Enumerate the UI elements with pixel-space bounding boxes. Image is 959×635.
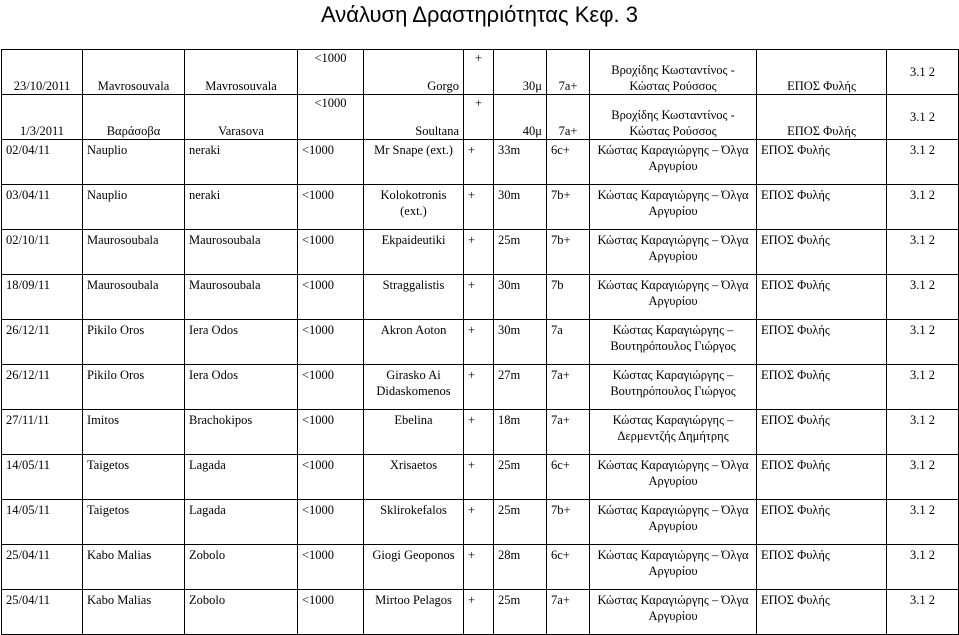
cell-climbers: Κώστας Καραγιώργης – Δερμεντζής Δημήτρης	[590, 410, 757, 455]
page-title: Ανάλυση Δραστηριότητας Κεφ. 3	[321, 2, 638, 27]
cell-length: 30m	[494, 185, 547, 230]
cell-club: ΕΠΟΣ Φυλής	[757, 590, 887, 635]
cell-grade: 7a+	[547, 95, 590, 140]
cell-route: Mr Snape (ext.)	[364, 140, 464, 185]
cell-date: 14/05/11	[2, 500, 83, 545]
cell-area: Maurosoubala	[83, 275, 185, 320]
cell-altitude: <1000	[298, 365, 364, 410]
cell-sector: Iera Odos	[185, 320, 298, 365]
cell-climbers: Κώστας Καραγιώργης – Βουτηρόπουλος Γιώργος	[590, 365, 757, 410]
activity-table	[1, 49, 959, 635]
cell-grade: 7b	[547, 275, 590, 320]
cell-style: +	[464, 185, 494, 230]
cell-club: ΕΠΟΣ Φυλής	[757, 320, 887, 365]
cell-date: 03/04/11	[2, 185, 83, 230]
cell-style: +	[464, 320, 494, 365]
cell-date: 02/10/11	[2, 230, 83, 275]
cell-sector: Maurosoubala	[185, 230, 298, 275]
cell-chapter: 3.1 2	[887, 185, 959, 230]
cell-chapter: 3.1 2	[887, 365, 959, 410]
cell-area: Taigetos	[83, 500, 185, 545]
table-row	[2, 95, 959, 140]
cell-climbers: Κώστας Καραγιώργης – Όλγα Αργυρίου	[590, 185, 757, 230]
cell-route: Giogi Geoponos	[364, 545, 464, 590]
cell-length: 30m	[494, 275, 547, 320]
cell-altitude: <1000	[298, 230, 364, 275]
cell-area: Pikilo Oros	[83, 320, 185, 365]
cell-climbers: Κώστας Καραγιώργης – Όλγα Αργυρίου	[590, 140, 757, 185]
cell-chapter: 3.1 2	[887, 410, 959, 455]
cell-climbers: Κώστας Καραγιώργης – Όλγα Αργυρίου	[590, 275, 757, 320]
cell-length: 33m	[494, 140, 547, 185]
cell-altitude: <1000	[298, 275, 364, 320]
cell-altitude: <1000	[298, 50, 364, 95]
cell-route: Girasko Ai Didaskomenos	[364, 365, 464, 410]
cell-route: Ekpaideutiki	[364, 230, 464, 275]
cell-area: Nauplio	[83, 185, 185, 230]
cell-chapter: 3.1 2	[887, 320, 959, 365]
cell-sector: Maurosoubala	[185, 275, 298, 320]
cell-length: 27m	[494, 365, 547, 410]
cell-date: 02/04/11	[2, 140, 83, 185]
cell-club: ΕΠΟΣ Φυλής	[757, 185, 887, 230]
cell-sector: Iera Odos	[185, 365, 298, 410]
cell-sector: Zobolo	[185, 590, 298, 635]
cell-grade: 7a+	[547, 590, 590, 635]
table-row	[2, 365, 959, 410]
cell-climbers: Κώστας Καραγιώργης – Όλγα Αργυρίου	[590, 500, 757, 545]
cell-altitude: <1000	[298, 500, 364, 545]
cell-route: Xrisaetos	[364, 455, 464, 500]
cell-sector: neraki	[185, 185, 298, 230]
cell-style: +	[464, 455, 494, 500]
cell-length: 30μ	[494, 50, 547, 95]
cell-date: 26/12/11	[2, 365, 83, 410]
cell-date: 23/10/2011	[2, 50, 83, 95]
cell-area: Nauplio	[83, 140, 185, 185]
cell-date: 27/11/11	[2, 410, 83, 455]
cell-grade: 7b+	[547, 230, 590, 275]
cell-sector: Brachokipos	[185, 410, 298, 455]
table-row	[2, 50, 959, 95]
cell-altitude: <1000	[298, 140, 364, 185]
cell-length: 25m	[494, 230, 547, 275]
table-row	[2, 410, 959, 455]
cell-club: ΕΠΟΣ Φυλής	[757, 140, 887, 185]
cell-chapter: 3.1 2	[887, 140, 959, 185]
cell-climbers: Βροχίδης Κωσταντίνος - Κώστας Ρούσσος	[590, 50, 757, 95]
cell-climbers: Βροχίδης Κωσταντίνος - Κώστας Ρούσσος	[590, 95, 757, 140]
cell-grade: 7a+	[547, 50, 590, 95]
cell-style: +	[464, 410, 494, 455]
cell-chapter: 3.1 2	[887, 230, 959, 275]
cell-club: ΕΠΟΣ Φυλής	[757, 230, 887, 275]
table-row	[2, 455, 959, 500]
cell-sector: Mavrosouvala	[185, 50, 298, 95]
cell-route: Akron Aoton	[364, 320, 464, 365]
cell-club: ΕΠΟΣ Φυλής	[757, 95, 887, 140]
cell-date: 18/09/11	[2, 275, 83, 320]
cell-style: +	[464, 140, 494, 185]
cell-area: Taigetos	[83, 455, 185, 500]
cell-climbers: Κώστας Καραγιώργης – Όλγα Αργυρίου	[590, 230, 757, 275]
cell-altitude: <1000	[298, 545, 364, 590]
cell-route: Mirtoo Pelagos	[364, 590, 464, 635]
table-row	[2, 185, 959, 230]
cell-altitude: <1000	[298, 455, 364, 500]
cell-chapter: 3.1 2	[887, 95, 959, 140]
cell-area: Imitos	[83, 410, 185, 455]
cell-length: 40μ	[494, 95, 547, 140]
cell-grade: 6c+	[547, 455, 590, 500]
cell-area: Βαράσοβα	[83, 95, 185, 140]
cell-area: Kabo Malias	[83, 545, 185, 590]
cell-style: +	[464, 500, 494, 545]
cell-climbers: Κώστας Καραγιώργης – Όλγα Αργυρίου	[590, 590, 757, 635]
cell-date: 25/04/11	[2, 545, 83, 590]
cell-route: Soultana	[364, 95, 464, 140]
cell-sector: neraki	[185, 140, 298, 185]
cell-area: Mavrosouvala	[83, 50, 185, 95]
cell-grade: 6c+	[547, 140, 590, 185]
cell-date: 25/04/11	[2, 590, 83, 635]
cell-style: +	[464, 545, 494, 590]
cell-club: ΕΠΟΣ Φυλής	[757, 500, 887, 545]
cell-grade: 7b+	[547, 185, 590, 230]
cell-climbers: Κώστας Καραγιώργης – Όλγα Αργυρίου	[590, 455, 757, 500]
cell-sector: Zobolo	[185, 545, 298, 590]
cell-chapter: 3.1 2	[887, 275, 959, 320]
cell-length: 25m	[494, 590, 547, 635]
cell-date: 14/05/11	[2, 455, 83, 500]
cell-route: Ebelina	[364, 410, 464, 455]
cell-length: 28m	[494, 545, 547, 590]
cell-style: +	[464, 365, 494, 410]
cell-chapter: 3.1 2	[887, 590, 959, 635]
cell-altitude: <1000	[298, 320, 364, 365]
table-row	[2, 275, 959, 320]
cell-club: ΕΠΟΣ Φυλής	[757, 365, 887, 410]
cell-grade: 7a+	[547, 365, 590, 410]
cell-style: +	[464, 590, 494, 635]
cell-climbers: Κώστας Καραγιώργης – Όλγα Αργυρίου	[590, 545, 757, 590]
cell-style: +	[464, 275, 494, 320]
cell-sector: Lagada	[185, 500, 298, 545]
cell-grade: 7b+	[547, 500, 590, 545]
cell-length: 30m	[494, 320, 547, 365]
cell-chapter: 3.1 2	[887, 545, 959, 590]
cell-sector: Varasova	[185, 95, 298, 140]
cell-route: Kolokotronis (ext.)	[364, 185, 464, 230]
table-row	[2, 320, 959, 365]
cell-club: ΕΠΟΣ Φυλής	[757, 275, 887, 320]
cell-altitude: <1000	[298, 95, 364, 140]
cell-area: Pikilo Oros	[83, 365, 185, 410]
cell-chapter: 3.1 2	[887, 455, 959, 500]
cell-route: Gorgo	[364, 50, 464, 95]
cell-area: Maurosoubala	[83, 230, 185, 275]
cell-style: +	[464, 95, 494, 140]
cell-club: ΕΠΟΣ Φυλής	[757, 455, 887, 500]
cell-route: Straggalistis	[364, 275, 464, 320]
cell-grade: 7a	[547, 320, 590, 365]
cell-altitude: <1000	[298, 590, 364, 635]
table-row	[2, 140, 959, 185]
cell-length: 25m	[494, 500, 547, 545]
cell-grade: 7a+	[547, 410, 590, 455]
table-row	[2, 230, 959, 275]
cell-chapter: 3.1 2	[887, 50, 959, 95]
cell-length: 25m	[494, 455, 547, 500]
cell-club: ΕΠΟΣ Φυλής	[757, 410, 887, 455]
cell-area: Kabo Malias	[83, 590, 185, 635]
cell-route: Sklirokefalos	[364, 500, 464, 545]
cell-altitude: <1000	[298, 185, 364, 230]
cell-chapter: 3.1 2	[887, 500, 959, 545]
cell-style: +	[464, 50, 494, 95]
cell-grade: 6c+	[547, 545, 590, 590]
table-row	[2, 500, 959, 545]
cell-altitude: <1000	[298, 410, 364, 455]
table-row	[2, 545, 959, 590]
cell-length: 18m	[494, 410, 547, 455]
cell-sector: Lagada	[185, 455, 298, 500]
cell-style: +	[464, 230, 494, 275]
cell-date: 1/3/2011	[2, 95, 83, 140]
cell-climbers: Κώστας Καραγιώργης – Βουτηρόπουλος Γιώργος	[590, 320, 757, 365]
cell-club: ΕΠΟΣ Φυλής	[757, 545, 887, 590]
cell-club: ΕΠΟΣ Φυλής	[757, 50, 887, 95]
cell-date: 26/12/11	[2, 320, 83, 365]
